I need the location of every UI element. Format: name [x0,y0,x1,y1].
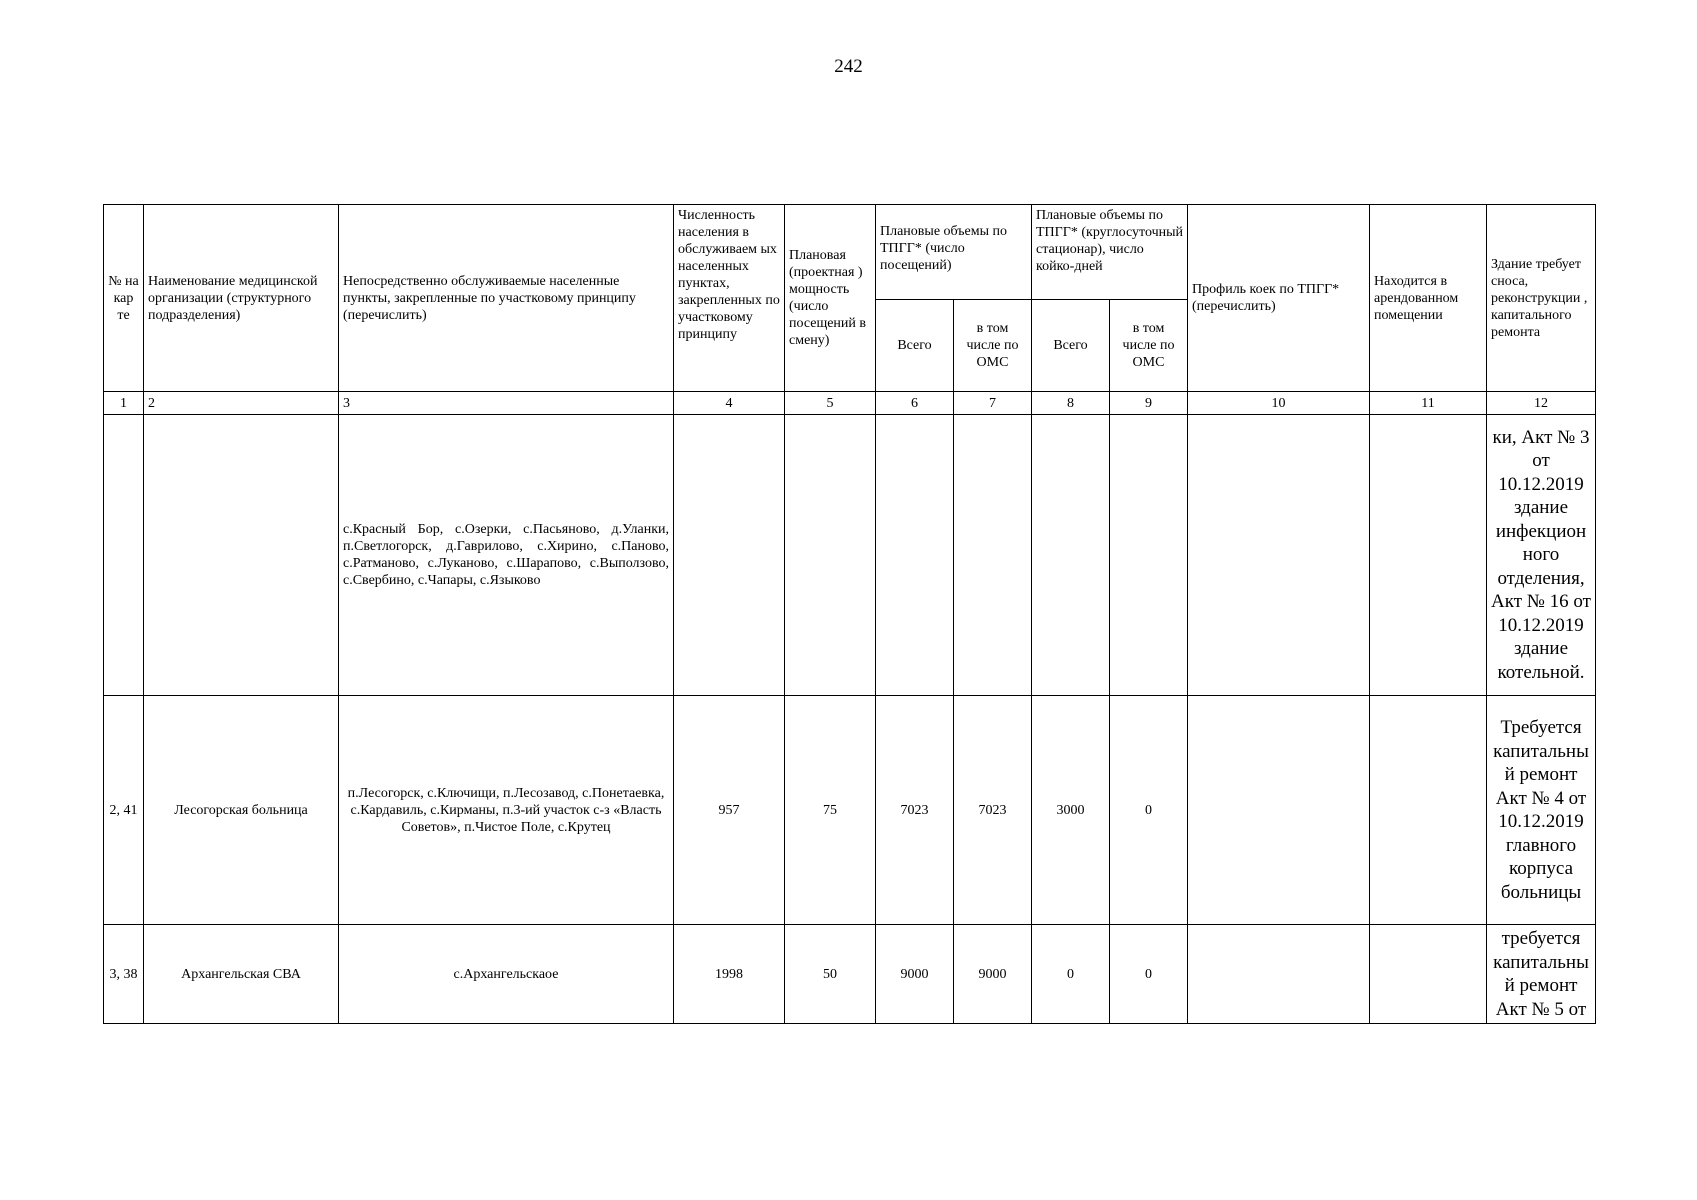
header-bed-profile: Профиль коек по ТПГГ* (перечислить) [1188,205,1370,392]
column-number: 10 [1188,392,1370,415]
cell-visits-oms: 7023 [954,696,1032,925]
cell-towns: с.Архангельскаое [339,925,674,1024]
cell-beddays-oms [1110,415,1188,696]
column-number: 2 [144,392,339,415]
medical-organizations-table [103,204,1596,1024]
cell-bed-profile [1188,415,1370,696]
header-beddays: Плановые объемы по ТПГГ* (круглосуточный стационар), число койко-дней [1032,205,1188,300]
column-number: 8 [1032,392,1110,415]
cell-visits-oms: 9000 [954,925,1032,1024]
cell-rented [1370,925,1487,1024]
column-number: 9 [1110,392,1188,415]
cell-beddays-oms: 0 [1110,925,1188,1024]
cell-capacity: 50 [785,925,876,1024]
column-number: 7 [954,392,1032,415]
column-number: 5 [785,392,876,415]
cell-visits-total [876,415,954,696]
cell-visits-total: 7023 [876,696,954,925]
cell-capacity: 75 [785,696,876,925]
cell-building: требуется капитальны й ремонт Акт № 5 от [1487,925,1596,1024]
cell-towns: с.Красный Бор, с.Озерки, с.Пасьяново, д.Уланки, п.Светлогорск, д.Гаврилово, с.Хирино, с.Паново, с.Ратманово, с.Луканово, с.Шарапово, с.Выползово, с.Свербино, с.Чапары, с.Языково [339,415,674,696]
cell-towns: п.Лесогорск, с.Ключищи, п.Лесозавод, с.Понетаевка, с.Кардавиль, с.Кирманы, п.3-ий участок с-з «Власть Советов», п.Чистое Поле, с.Крутец [339,696,674,925]
column-number: 3 [339,392,674,415]
cell-building: Требуется капитальны й ремонт Акт № 4 от 10.12.2019 главного корпуса больницы [1487,696,1596,925]
column-number: 11 [1370,392,1487,415]
header-population: Численность населения в обслуживаем ых населенных пунктах, закрепленных по участковому принципу [674,205,785,392]
header-rented: Находится в арендованном помещении [1370,205,1487,392]
table-row [104,696,1596,925]
header-beddays-oms: в том числе по ОМС [1110,300,1188,392]
cell-bed-profile [1188,925,1370,1024]
cell-organization: Архангельская СВА [144,925,339,1024]
table-row [104,415,1596,696]
column-number: 12 [1487,392,1596,415]
cell-organization: Лесогорская больница [144,696,339,925]
table-row [104,925,1596,1024]
column-number: 4 [674,392,785,415]
cell-population [674,415,785,696]
cell-beddays-total: 0 [1032,925,1110,1024]
header-beddays-total: Всего [1032,300,1110,392]
cell-rented [1370,415,1487,696]
header-building: Здание требует сноса, реконструкции , капитального ремонта [1487,205,1596,392]
cell-rented [1370,696,1487,925]
cell-organization [144,415,339,696]
header-map-number: № на кар те [104,205,144,392]
column-numbers-row [104,392,1596,415]
cell-map-number: 3, 38 [104,925,144,1024]
cell-building: ки, Акт № 3 от 10.12.2019 здание инфекцион ного отделения, Акт № 16 от 10.12.2019 здание котельной. [1487,415,1596,696]
cell-beddays-total [1032,415,1110,696]
header-visits-total: Всего [876,300,954,392]
cell-capacity [785,415,876,696]
column-number: 1 [104,392,144,415]
header-capacity: Плановая (проектная ) мощность (число посещений в смену) [785,205,876,392]
cell-visits-oms [954,415,1032,696]
column-number: 6 [876,392,954,415]
header-visits: Плановые объемы по ТПГГ* (число посещений) [876,205,1032,300]
cell-bed-profile [1188,696,1370,925]
cell-beddays-total: 3000 [1032,696,1110,925]
cell-population: 957 [674,696,785,925]
header-towns: Непосредственно обслуживаемые населенные пункты, закрепленные по участковому принципу (перечислить) [339,205,674,392]
header-row-top [104,205,1596,300]
cell-map-number: 2, 41 [104,696,144,925]
cell-visits-total: 9000 [876,925,954,1024]
cell-population: 1998 [674,925,785,1024]
header-organization: Наименование медицинской организации (структурного подразделения) [144,205,339,392]
cell-beddays-oms: 0 [1110,696,1188,925]
page-number: 242 [834,56,863,77]
cell-map-number [104,415,144,696]
header-visits-oms: в том числе по ОМС [954,300,1032,392]
